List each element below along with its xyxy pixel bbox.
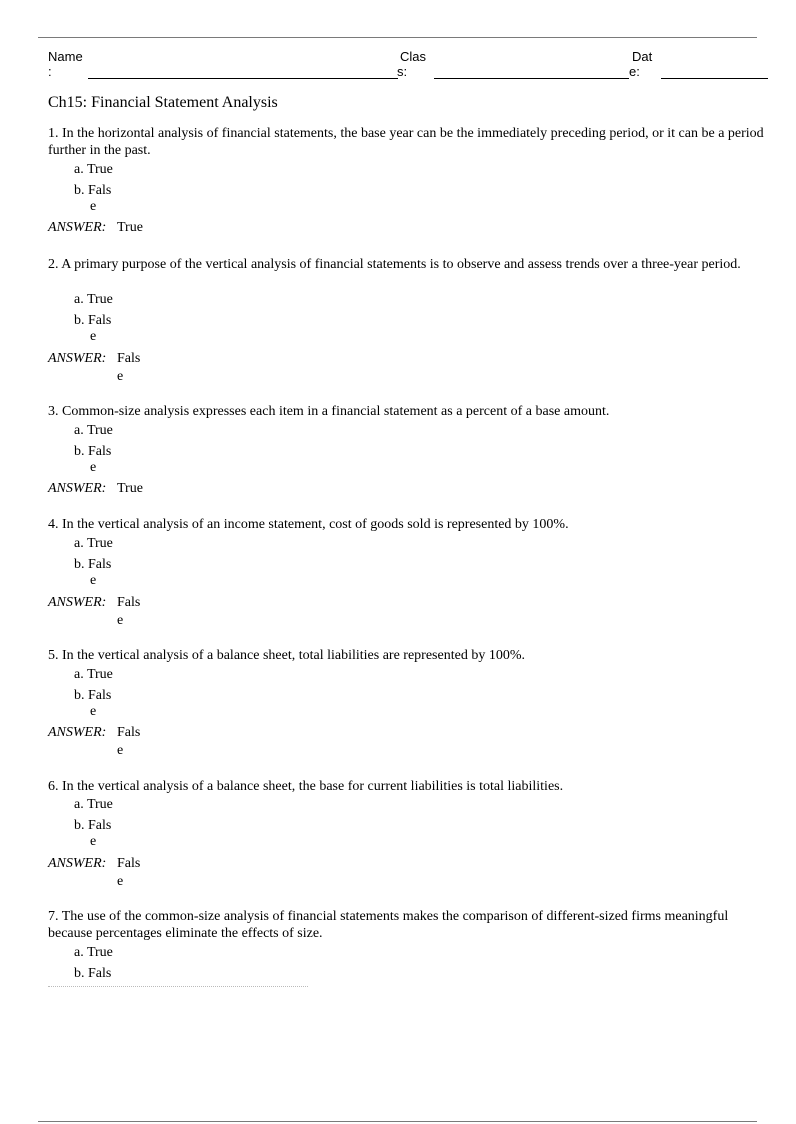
page-title: Ch15: Financial Statement Analysis xyxy=(48,94,278,111)
answer-label: ANSWER: xyxy=(48,725,107,740)
question-3 xyxy=(48,403,764,420)
option-a[interactable]: a. True xyxy=(74,162,113,177)
option-a[interactable]: a. True xyxy=(74,536,113,551)
date-label: Dat xyxy=(632,49,653,64)
date-suffix: e: xyxy=(629,64,640,79)
answer-value: Fals xyxy=(117,351,141,366)
question-2 xyxy=(48,256,764,273)
option-b[interactable]: b. Fals xyxy=(74,183,112,198)
option-b-wrap: e xyxy=(90,199,97,214)
question-text: 2. A primary purpose of the vertical analysis of financial statements is to observe and assess trends over a three-year period. xyxy=(48,257,741,272)
question-text: 3. Common-size analysis expresses each item in a financial statement as a percent of a base amount. xyxy=(48,404,610,419)
option-b-wrap: e xyxy=(90,704,97,719)
answer-label: ANSWER: xyxy=(48,481,107,496)
page-cutoff-edge xyxy=(48,984,764,988)
answer-label: ANSWER: xyxy=(48,595,107,610)
answer-label: ANSWER: xyxy=(48,351,107,366)
option-b[interactable]: b. Fals xyxy=(74,444,112,459)
answer-value-wrap: e xyxy=(117,874,124,889)
question-6 xyxy=(48,778,764,795)
option-b-wrap: e xyxy=(90,573,97,588)
class-suffix: s: xyxy=(397,64,408,79)
option-b-wrap: e xyxy=(90,329,97,344)
answer-value-wrap: e xyxy=(117,743,124,758)
answer-value-wrap: e xyxy=(117,613,124,628)
answer-value-wrap: e xyxy=(117,369,124,384)
option-b[interactable]: b. Fals xyxy=(74,688,112,703)
question-4 xyxy=(48,516,764,533)
option-a[interactable]: a. True xyxy=(74,292,113,307)
question-5 xyxy=(48,647,764,664)
question-1 xyxy=(48,125,764,159)
option-a[interactable]: a. True xyxy=(74,945,113,960)
option-b[interactable]: b. Fals xyxy=(74,313,112,328)
option-a[interactable]: a. True xyxy=(74,667,113,682)
question-7 xyxy=(48,908,764,942)
question-text: 6. In the vertical analysis of a balance sheet, the base for current liabilities is total liabilities. xyxy=(48,779,564,794)
option-a[interactable]: a. True xyxy=(74,423,113,438)
option-a[interactable]: a. True xyxy=(74,797,113,812)
option-b-wrap: e xyxy=(90,834,97,849)
question-text: 1. In the horizontal analysis of financial statements, the base year can be the immediately preceding period, or it can be a period further in the past. xyxy=(48,126,764,158)
question-text: 4. In the vertical analysis of an income statement, cost of goods sold is represented by 100%. xyxy=(48,517,569,532)
option-b[interactable]: b. Fals xyxy=(74,966,112,981)
option-b[interactable]: b. Fals xyxy=(74,818,112,833)
answer-label: ANSWER: xyxy=(48,220,107,235)
class-label: Clas xyxy=(400,49,427,64)
option-b-wrap: e xyxy=(90,460,97,475)
answer-value: Fals xyxy=(117,725,141,740)
question-text: 7. The use of the common-size analysis of financial statements makes the comparison of different-sized firms meaningful because percentages eliminate the effects of size. xyxy=(48,909,729,941)
answer-value: Fals xyxy=(117,595,141,610)
name-field-line[interactable] xyxy=(88,78,398,79)
class-field-line[interactable] xyxy=(434,78,629,79)
name-colon: : xyxy=(48,64,52,79)
name-label: Name xyxy=(48,49,83,64)
bottom-rule xyxy=(38,1121,757,1122)
date-field-line[interactable] xyxy=(661,78,768,79)
answer-value: True xyxy=(117,481,143,496)
answer-label: ANSWER: xyxy=(48,856,107,871)
answer-value: True xyxy=(117,220,143,235)
top-rule xyxy=(38,37,757,38)
answer-value: Fals xyxy=(117,856,141,871)
option-b[interactable]: b. Fals xyxy=(74,557,112,572)
question-text: 5. In the vertical analysis of a balance sheet, total liabilities are represented by 100%. xyxy=(48,648,525,663)
